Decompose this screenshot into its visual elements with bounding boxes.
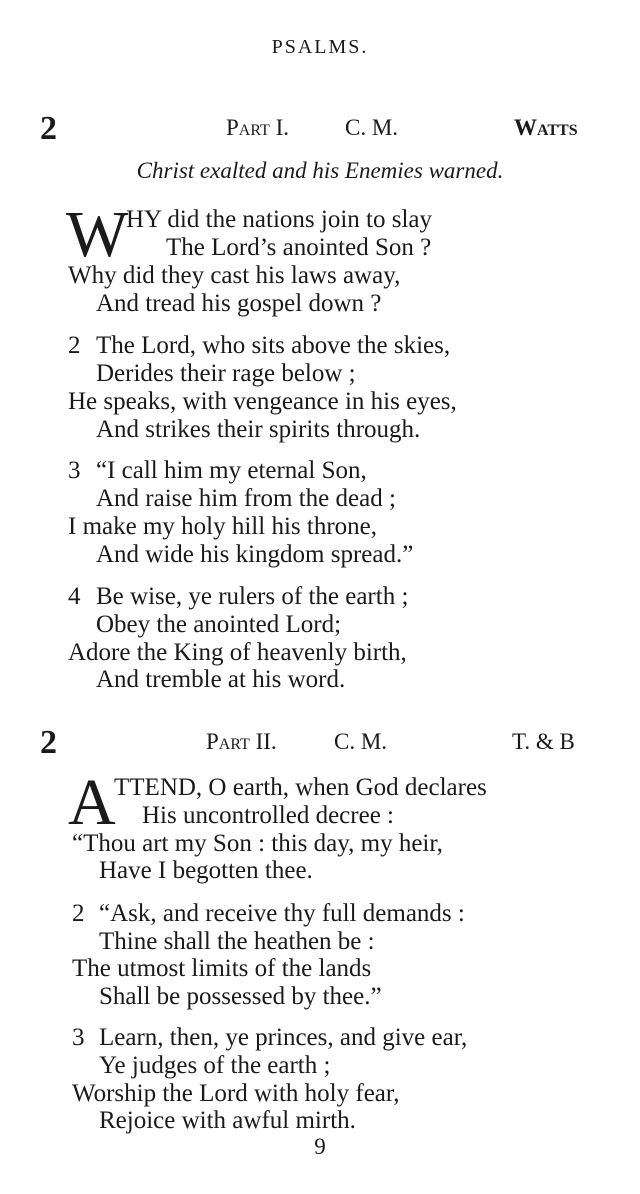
verse-line: Learn, then, ye princes, and give ear, <box>99 1024 468 1051</box>
hymn-number: 2 <box>40 724 57 761</box>
verse-line: “Thou art my Son : this day, my heir, <box>72 830 443 857</box>
hymn-meter: C. M. <box>334 729 388 754</box>
verse-line: And tremble at his word. <box>96 666 346 693</box>
verse-line: Be wise, ye rulers of the earth ; <box>96 583 409 610</box>
drop-cap: A <box>68 766 116 839</box>
verse-line: Derides their rage below ; <box>96 360 356 387</box>
verse-line: Obey the anointed Lord; <box>96 611 342 638</box>
hymn-header <box>0 726 640 762</box>
verse-line: Rejoice with awful mirth. <box>99 1107 356 1134</box>
hymn-subtitle: Christ exalted and his Enemies warned. <box>136 158 504 183</box>
verse-line: He speaks, with vengeance in his eyes, <box>68 388 457 415</box>
hymn-part: Part I. <box>226 115 289 140</box>
stanza-number: 4 <box>68 583 81 610</box>
verse-line: The Lord, who sits above the skies, <box>96 332 451 359</box>
hymn-author: Watts <box>514 115 578 140</box>
stanza-number: 2 <box>68 332 81 359</box>
page-header: PSALMS. <box>271 36 369 58</box>
verse-line: Have I begotten thee. <box>99 857 313 884</box>
verse-line: And strikes their spirits through. <box>96 416 421 443</box>
hymn-part: Part II. <box>206 729 277 754</box>
stanza-number: 3 <box>68 457 81 484</box>
hymn-header <box>0 112 640 148</box>
hymn-author: T. & B <box>512 729 575 754</box>
verse-line: “Ask, and receive thy full demands : <box>99 900 465 927</box>
verse-line: His uncontrolled decree : <box>142 802 394 829</box>
verse-line: Thine shall the heathen be : <box>99 928 375 955</box>
stanza-number: 2 <box>72 900 85 927</box>
page-number: 9 <box>314 1134 326 1159</box>
drop-cap: W <box>66 198 129 271</box>
verse-line: HY did the nations join to slay <box>126 206 432 233</box>
verse-line: Ye judges of the earth ; <box>99 1052 331 1079</box>
hymn-meter: C. M. <box>345 115 399 140</box>
verse-line: The utmost limits of the lands <box>72 955 372 982</box>
verse-line: And wide his kingdom spread.” <box>96 541 414 568</box>
verse-line: TTEND, O earth, when God declares <box>114 774 487 801</box>
verse-line: I make my holy hill his throne, <box>68 513 377 540</box>
verse-line: Worship the Lord with holy fear, <box>72 1080 400 1107</box>
hymn-number: 2 <box>40 110 57 147</box>
verse-line: Shall be possessed by thee.” <box>99 983 382 1010</box>
stanza-number: 3 <box>72 1024 85 1051</box>
verse-line: Adore the King of heavenly birth, <box>68 639 407 666</box>
verse-line: Why did they cast his laws away, <box>68 262 401 289</box>
verse-line: And raise him from the dead ; <box>96 485 396 512</box>
verse-line: The Lord’s anointed Son ? <box>166 234 432 261</box>
verse-line: “I call him my eternal Son, <box>96 457 367 484</box>
verse-line: And tread his gospel down ? <box>96 290 382 317</box>
